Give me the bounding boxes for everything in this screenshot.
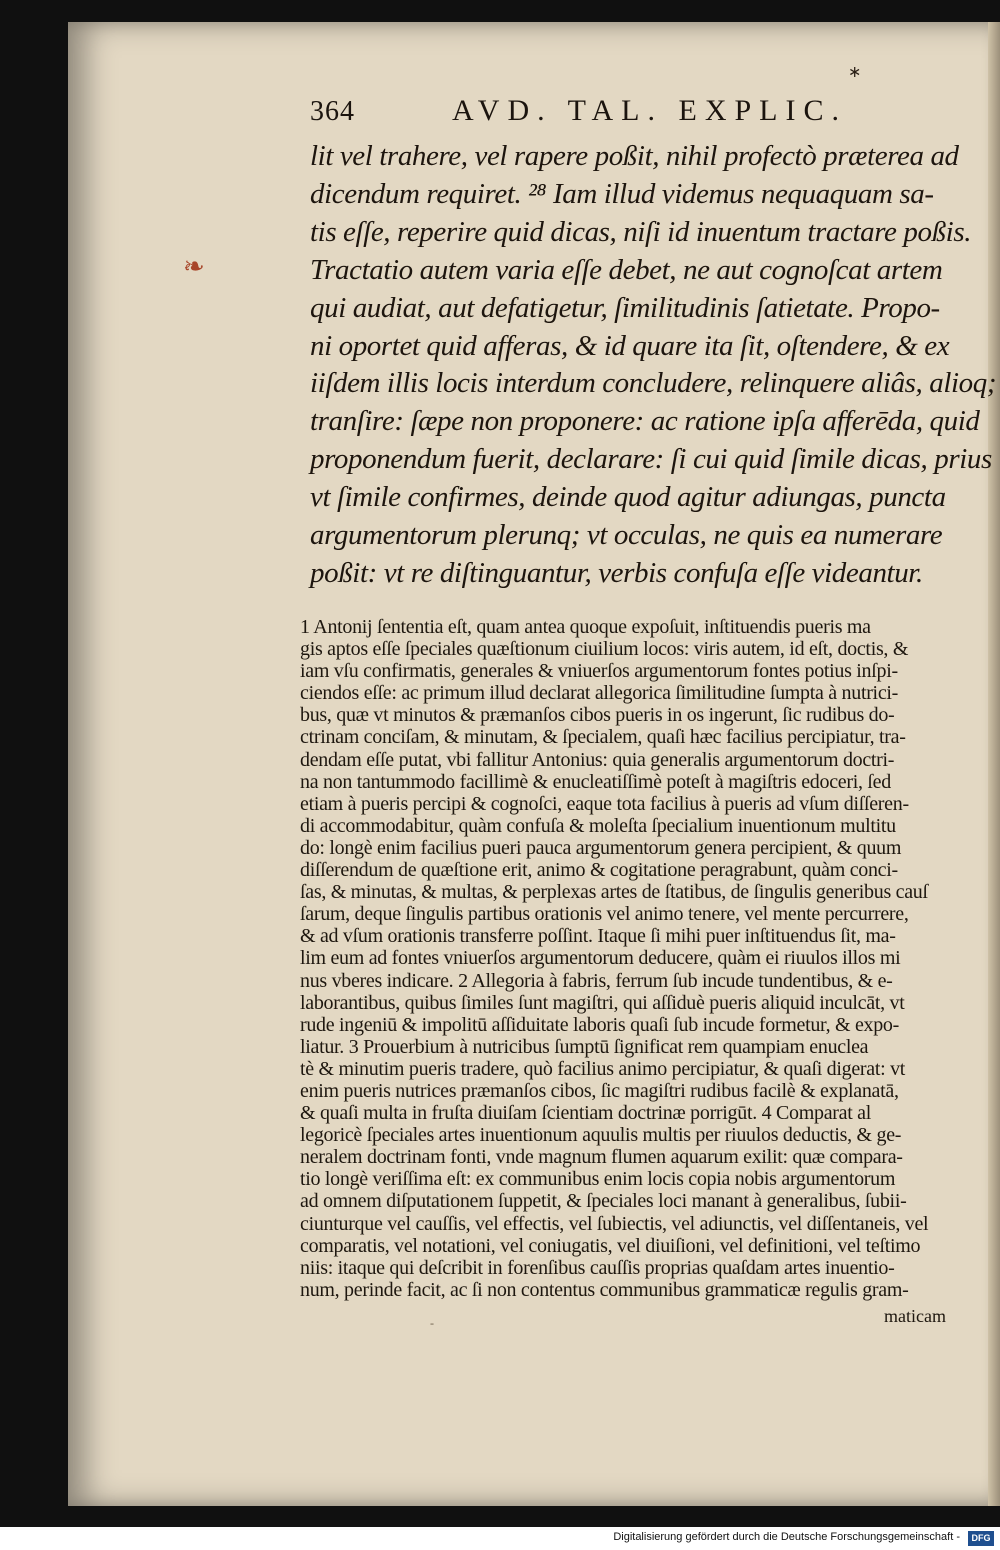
note-line: diſſerendum de quæſtione erit, animo & cogitatione peragrabunt, quàm conci- bbox=[300, 859, 898, 882]
note-line: tio longè veriſſima eſt: ex communibus enim locis copia nobis argumentorum bbox=[300, 1168, 896, 1191]
note-line: ctrinam conciſam, & minutam, & ſpecialem, quaſi hæc facilius percipiatur, tra- bbox=[300, 726, 906, 749]
note-line: ſas, & minutas, & multas, & perplexas artes de ſtatibus, de ſingulis generibus cauſ bbox=[300, 881, 928, 904]
catchword: maticam bbox=[884, 1306, 946, 1326]
main-text-line: vt ſimile confirmes, deinde quod agitur adiungas, puncta bbox=[310, 481, 946, 514]
note-line: ad omnem diſputationem ſuppetit, & ſpeciales loci manant à generalibus, ſubii- bbox=[300, 1190, 907, 1213]
note-line: tè & minutim pueris tradere, quò facilius animo percipiatur, & quaſi digerat: vt bbox=[300, 1057, 906, 1080]
main-text-line: tranſire: ſæpe non proponere: ac ratione ipſa afferēda, quid bbox=[310, 405, 980, 438]
note-line: 1 Antonij ſententia eſt, quam antea quoque expoſuit, inſtituendis pueris ma bbox=[300, 616, 871, 638]
main-text-line: poßit: vt re diſtinguantur, verbis confuſa eſſe videantur. bbox=[310, 556, 923, 589]
note-line: enim pueris nutrices præmanſos cibos, ſic magiſtri rudibus facilè & explanatā, bbox=[300, 1079, 899, 1102]
note-line: rude ingeniū & impolitū aſſiduitate laboris quaſi ſub incude formetur, & expo- bbox=[300, 1013, 899, 1036]
main-text-line: ni oportet quid afferas, & id quare ita ſit, oſtendere, & ex bbox=[310, 329, 950, 362]
main-text-line: proponendum fuerit, declarare: ſi cui quid ſimile dicas, prius bbox=[310, 443, 992, 476]
note-line: liatur. 3 Prouerbium à nutricibus ſumptū ſignificat rem quampiam enuclea bbox=[300, 1035, 869, 1058]
note-line: & quaſi multa in fruſta diuiſam ſcientiam doctrinæ porrigūt. 4 Comparat al bbox=[300, 1102, 872, 1125]
note-line: laborantibus, quibus ſimiles ſunt magiſtri, qui aſſiduè pueris aliquid inculcāt, vt bbox=[300, 991, 905, 1014]
note-line: bus, quæ vt minutos & præmanſos cibos pueris in os ingerunt, ſic rudibus do- bbox=[300, 704, 895, 727]
note-line: niis: itaque qui deſcribit in forenſibus cauſſis proprias quaſdam artes inuentio- bbox=[300, 1256, 895, 1279]
note-line: ciendos eſſe: ac primum illud declarat allegorica ſimilitudine ſumpta à nutrici- bbox=[300, 682, 899, 705]
dfg-logo-icon: DFG bbox=[968, 1531, 994, 1546]
main-text-line: tis eſſe, reperire quid dicas, niſi id inuentum tractare poßis. bbox=[310, 215, 972, 248]
main-text-line: Tractatio autem varia eſſe debet, ne aut cognoſcat artem bbox=[310, 253, 943, 286]
note-line: & ad vſum orationis transferre poſſint. Itaque ſi mihi puer inſtituendus ſit, ma- bbox=[300, 925, 896, 948]
digitization-footer bbox=[0, 1527, 1000, 1550]
note-line: etiam à pueris percipi & cognoſci, eaque tota facilius à pueris ad vſum diſſeren- bbox=[300, 792, 909, 815]
note-line: dendam eſſe putat, vbi fallitur Antonius: quia generalis argumentorum doctri- bbox=[300, 748, 895, 771]
main-text-line: qui audiat, aut defatigetur, ſimilitudinis ſatietate. Propo- bbox=[310, 291, 940, 324]
running-head: AVD. TAL. EXPLIC. bbox=[452, 94, 847, 127]
main-text-line: argumentorum plerunq; vt occulas, ne quis ea numerare bbox=[310, 519, 943, 552]
page-number: 364 bbox=[310, 96, 355, 127]
main-text-line: lit vel trahere, vel rapere poßit, nihil profectò præterea ad bbox=[310, 140, 959, 172]
note-line: gis aptos eſſe ſpeciales quæſtionum ciuilium locos: viris autem, id eſt, doctis, & bbox=[300, 638, 909, 661]
note-line: ſarum, deque ſingulis partibus orationis vel animo tenere, vel mente percurrere, bbox=[300, 903, 909, 926]
note-line: num, perinde facit, ac ſi non contentus communibus grammaticæ regulis gram- bbox=[300, 1278, 909, 1301]
note-line: na non tantummodo facillimè & enucleatiſſimè poteſt à magiſtris edoceri, ſed bbox=[300, 770, 891, 793]
note-line: nus vberes indicare. 2 Allegoria à fabris, ferrum ſub incude tundentibus, & e- bbox=[300, 969, 893, 992]
main-text-line: iiſdem illis locis interdum concludere, relinquere aliâs, alioq; bbox=[310, 367, 997, 400]
asterisk-mark-icon: ∗ bbox=[848, 64, 862, 81]
commentary-notes bbox=[300, 616, 990, 1301]
note-line: ciunturque vel cauſſis, vel effectis, vel ſubiectis, vel adiunctis, vel diſſentaneis, vel bbox=[300, 1212, 929, 1235]
flower-ornament-icon: ❧ bbox=[183, 252, 205, 281]
note-line: comparatis, vel notationi, vel coniugatis, vel diuiſioni, vel definitioni, vel teſtimo bbox=[300, 1234, 921, 1257]
note-line: di accommodabitur, quàm confuſa & moleſta ſpecialium inuentionum multitu bbox=[300, 814, 896, 837]
main-text-line: dicendum requiret. ²⁸ Iam illud videmus nequaquam sa- bbox=[310, 177, 934, 210]
stray-ink-mark: ‑ bbox=[430, 1316, 434, 1330]
main-text-block bbox=[310, 138, 995, 593]
funding-credit: Digitalisierung gefördert durch die Deutsche Forschungsgemeinschaft - bbox=[613, 1531, 960, 1543]
note-line: legoricè ſpeciales artes inuentionum aquulis multis per riuulos deductis, & ge- bbox=[300, 1124, 902, 1147]
note-line: iam vſu confirmatis, generales & vniuerſos argumentorum fontes potius inſpi- bbox=[300, 660, 898, 683]
note-line: do: longè enim facilius pueri pauca argumentorum genera percipient, & quum bbox=[300, 836, 902, 859]
note-line: neralem doctrinam fonti, vnde magnum flumen aquarum exilit: quæ compara- bbox=[300, 1146, 903, 1169]
note-line: lim eum ad fontes vniuerſos argumentorum deducere, quàm ei riuulos illos mi bbox=[300, 947, 901, 970]
